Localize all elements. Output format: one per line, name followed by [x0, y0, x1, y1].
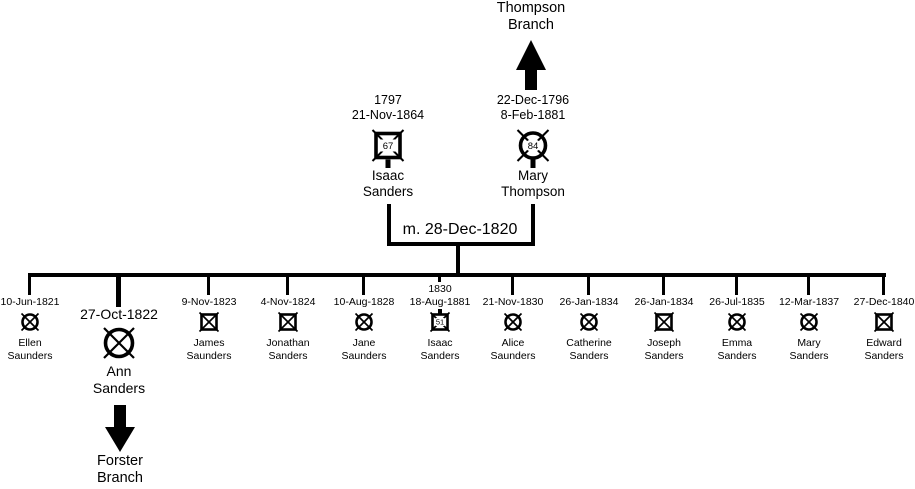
age-at-death: 84: [527, 141, 539, 152]
child-emma-sanders[interactable]: [697, 282, 777, 363]
child-catherine-sanders[interactable]: [549, 282, 629, 363]
male-deceased-symbol[interactable]: [427, 309, 453, 335]
female-deceased-symbol[interactable]: [17, 309, 43, 335]
person-name: [8, 337, 53, 363]
child-drop-line-bold: [116, 273, 121, 307]
birth-date: 26-Jan-1834: [634, 296, 694, 308]
surname: Sanders: [569, 350, 609, 362]
person-name: [501, 168, 565, 199]
first-name: Jonathan: [266, 337, 310, 349]
branch-label-line: Branch: [97, 470, 143, 486]
sibling-line: [28, 273, 886, 277]
death-date: 21-Nov-1864: [351, 107, 425, 122]
first-name: Isaac: [371, 168, 405, 183]
parent-mary-thompson[interactable]: [478, 93, 588, 199]
female-deceased-symbol[interactable]: [500, 309, 526, 335]
child-drop-line: [438, 273, 441, 282]
first-name: Alice: [501, 337, 525, 349]
branch-label-line: Branch: [508, 17, 554, 33]
child-joseph-sanders[interactable]: [624, 282, 704, 363]
surname: Saunders: [341, 350, 387, 362]
first-name: Emma: [721, 337, 753, 349]
person-name: [864, 337, 903, 363]
life-dates: [352, 93, 424, 122]
birth-date: 22-Dec-1796: [496, 93, 570, 107]
first-name: Mary: [797, 337, 821, 349]
child-isaac-sanders[interactable]: [400, 282, 480, 363]
female-deceased-symbol[interactable]: [796, 309, 822, 335]
person-name: [644, 337, 683, 363]
person-name: [717, 337, 756, 363]
person-name: [93, 363, 145, 396]
surname: Sanders: [789, 350, 829, 362]
branch-label-line: Forster: [97, 453, 143, 469]
first-name: Mary: [517, 168, 548, 183]
surname: Sanders: [717, 350, 757, 362]
child-mary-sanders[interactable]: [769, 282, 849, 363]
male-deceased-symbol[interactable]: [275, 309, 301, 335]
female-deceased-symbol[interactable]: [576, 309, 602, 335]
first-name: Catherine: [566, 337, 612, 349]
person-name: [363, 168, 413, 199]
person-name: [420, 337, 459, 363]
child-jonathan-sanders[interactable]: [248, 282, 328, 363]
thompson-branch-label: [481, 0, 581, 34]
surname: Sanders: [644, 350, 684, 362]
first-name: Ann: [106, 363, 132, 379]
birth-date: 1830: [428, 283, 452, 295]
child-ellen-saunders[interactable]: [0, 282, 70, 363]
first-name: James: [193, 337, 225, 349]
parent-isaac-sanders[interactable]: [333, 93, 443, 199]
birth-date: 9-Nov-1823: [181, 296, 237, 308]
female-deceased-symbol[interactable]: [724, 309, 750, 335]
person-name: [342, 337, 387, 363]
surname: Sanders: [362, 183, 414, 199]
birth-date: 26-Jul-1835: [709, 296, 765, 308]
death-date: 8-Feb-1881: [500, 107, 566, 122]
surname: Sanders: [420, 350, 460, 362]
female-deceased-symbol[interactable]: [99, 323, 139, 363]
surname: Saunders: [7, 350, 53, 362]
surname: Sanders: [864, 350, 904, 362]
birth-date: 12-Mar-1837: [778, 296, 840, 308]
child-james-saunders[interactable]: [169, 282, 249, 363]
male-deceased-symbol[interactable]: [871, 309, 897, 335]
birth-date: 10-Aug-1828: [333, 296, 395, 308]
marriage-date-label: m. 28-Dec-1820: [402, 221, 518, 238]
female-deceased-symbol[interactable]: [351, 309, 377, 335]
first-name: Jane: [352, 337, 376, 349]
birth-date: 27-Oct-1822: [80, 306, 158, 322]
female-deceased-symbol[interactable]: [515, 128, 551, 168]
first-name: Ellen: [18, 337, 42, 349]
death-date: 18-Aug-1881: [409, 296, 471, 308]
birth-date: 4-Nov-1824: [260, 296, 316, 308]
marriage-line[interactable]: [387, 242, 535, 246]
male-deceased-symbol[interactable]: [196, 309, 222, 335]
surname: Sanders: [268, 350, 308, 362]
life-dates: [410, 282, 471, 309]
first-name: Joseph: [647, 337, 681, 349]
birth-date: 1797: [374, 93, 402, 107]
person-name: [566, 337, 612, 363]
age-at-death: 67: [382, 141, 394, 152]
birth-date: 21-Nov-1830: [482, 296, 544, 308]
life-dates: [497, 93, 569, 122]
child-edward-sanders[interactable]: [844, 282, 915, 363]
person-name: [789, 337, 828, 363]
forster-branch-label: [70, 453, 170, 487]
up-arrow-icon[interactable]: [513, 38, 549, 92]
birth-date: 26-Jan-1834: [559, 296, 619, 308]
surname: Saunders: [186, 350, 232, 362]
branch-label-line: Thompson: [496, 0, 566, 16]
child-jane-saunders[interactable]: [324, 282, 404, 363]
male-deceased-symbol[interactable]: [651, 309, 677, 335]
person-name: [187, 337, 232, 363]
person-name: [491, 337, 536, 363]
birth-date: 10-Jun-1821: [0, 296, 60, 308]
surname: Sanders: [92, 379, 146, 396]
surname: Saunders: [490, 350, 536, 362]
first-name: Edward: [866, 337, 902, 349]
male-deceased-symbol[interactable]: [370, 128, 406, 168]
surname: Thompson: [501, 183, 565, 199]
person-name: [266, 337, 309, 363]
down-arrow-icon[interactable]: [102, 405, 138, 453]
first-name: Isaac: [427, 337, 453, 349]
birth-date: 27-Dec-1840: [853, 296, 915, 308]
child-alice-saunders[interactable]: [473, 282, 553, 363]
age-at-death: 51: [435, 317, 445, 327]
child-ann-sanders[interactable]: [74, 306, 164, 396]
